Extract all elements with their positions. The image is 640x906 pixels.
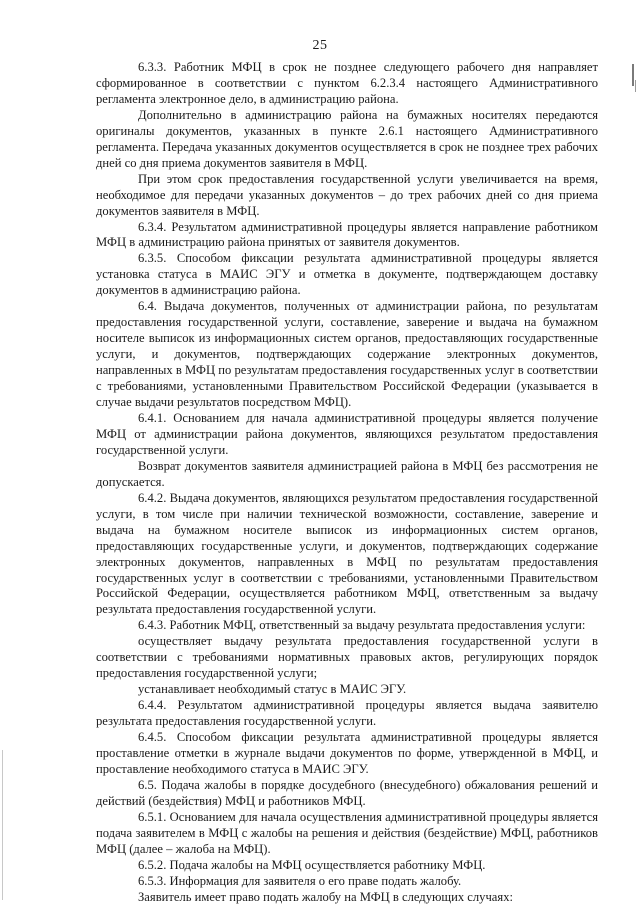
paragraph-6-3-5: 6.3.5. Способом фиксации результата административной процедуры является установка статуса в МАИС ЭГУ и отметка в документе, подтверждающем доставку документов в администрацию района. (96, 251, 598, 298)
paragraph-6-4-3: 6.4.3. Работник МФЦ, ответственный за выдачу результата предоставления услуги: (138, 618, 586, 633)
paragraph-6-4-1: 6.4.1. Основанием для начала административной процедуры является получение МФЦ от администрации района документов, являющихся результатом предоставления государственной услуги. (96, 410, 598, 457)
paragraph-sets-status: устанавливает необходимый статус в МАИС ЭГУ. (138, 682, 407, 697)
paragraph-6-4: 6.4. Выдача документов, полученных от администрации района, по результатам предоставления государственной услуги, составление, заверение и выдача на бумажном носителе выписок из информационных систем органов, предоставляющих государственные услуги, и документов, подтверждающих содержание электронных документов, направленных в МФЦ по результатам предоставления государственных услуг в соответствии с требованиями, установленными Правительством Российской Федерации (указывается в случае выдачи результатов посредством МФЦ). (96, 299, 598, 410)
paragraph-additional-transfer: Дополнительно в администрацию района на бумажных носителях передаются оригиналы документов, указанных в пункте 2.6.1 настоящего Административного регламента. Передача указанных документов осуществляется в срок не позднее трех рабочих дней со дня приема документов заявителя в МФЦ. (96, 107, 598, 170)
paragraph-return-not-allowed: Возврат документов заявителя администрацией района в МФЦ без рассмотрения не допускается. (96, 458, 598, 489)
scan-left-edge-line (2, 750, 3, 900)
paragraph-6-4-4: 6.4.4. Результатом административной процедуры является выдача заявителю результата предоставления государственной услуги. (96, 698, 598, 729)
page-number: 25 (312, 38, 328, 53)
paragraph-6-4-2: 6.4.2. Выдача документов, являющихся результатом предоставления государственной услуги, в том числе при наличии технической возможности, составление, заверение и выдача на бумажном носителе выписок из информационных систем органов, предоставляющих государственные услуги, и документов, подтверждающих содержание электронных документов, направленных в МФЦ по результатам предоставления государственных услуг в соответствии с требованиями, установленными Правительством Российской Федерации, осуществляется работником МФЦ, ответственным за выдачу результата предоставления государственной услуги. (96, 490, 598, 617)
paragraph-issues-result: осуществляет выдачу результата предоставления государственной услуги в соответствии с требованиями нормативных правовых актов, регулирующих порядок предоставления государственной услуги; (96, 634, 598, 681)
document-body (96, 60, 598, 906)
paragraph-6-3-3: 6.3.3. Работник МФЦ в срок не позднее следующего рабочего дня направляет сформированное в соответствии с пунктом 6.2.3.4 настоящего Административного регламента электронное дело, в администрацию района. (96, 60, 598, 106)
scan-edge-mark (632, 64, 634, 86)
paragraph-6-5: 6.5. Подача жалобы в порядке досудебного (внесудебного) обжалования решений и действий (бездействия) МФЦ и работников МФЦ. (96, 777, 598, 808)
paragraph-6-5-1: 6.5.1. Основанием для начала осуществления административной процедуры является подача заявителем в МФЦ с жалобы на решения и действия (бездействие) МФЦ, работников МФЦ (далее – жалоба на МФЦ). (96, 809, 598, 856)
paragraph-6-3-4: 6.3.4. Результатом административной процедуры является направление работником МФЦ в администрацию района принятых от заявителя документов. (96, 219, 598, 250)
paragraph-6-4-5: 6.4.5. Способом фиксации результата административной процедуры является проставление отметки в журнале выдачи документов по форме, утвержденной в МФЦ, и проставление необходимого статуса в МАИС ЭГУ. (96, 730, 598, 776)
paragraph-6-5-2: 6.5.2. Подача жалобы на МФЦ осуществляется работнику МФЦ. (138, 857, 486, 872)
paragraph-complaint-cases: Заявитель имеет право подать жалобу на МФЦ в следующих случаях: (138, 889, 513, 904)
paragraph-6-5-3: 6.5.3. Информация для заявителя о его праве подать жалобу. (138, 873, 462, 888)
paragraph-term-extension: При этом срок предоставления государственной услуги увеличивается на время, необходимое для передачи указанных документов – до трех рабочих дней со дня приема документов заявителя в МФЦ. (96, 171, 598, 218)
scan-edge-mark-small (635, 80, 636, 92)
